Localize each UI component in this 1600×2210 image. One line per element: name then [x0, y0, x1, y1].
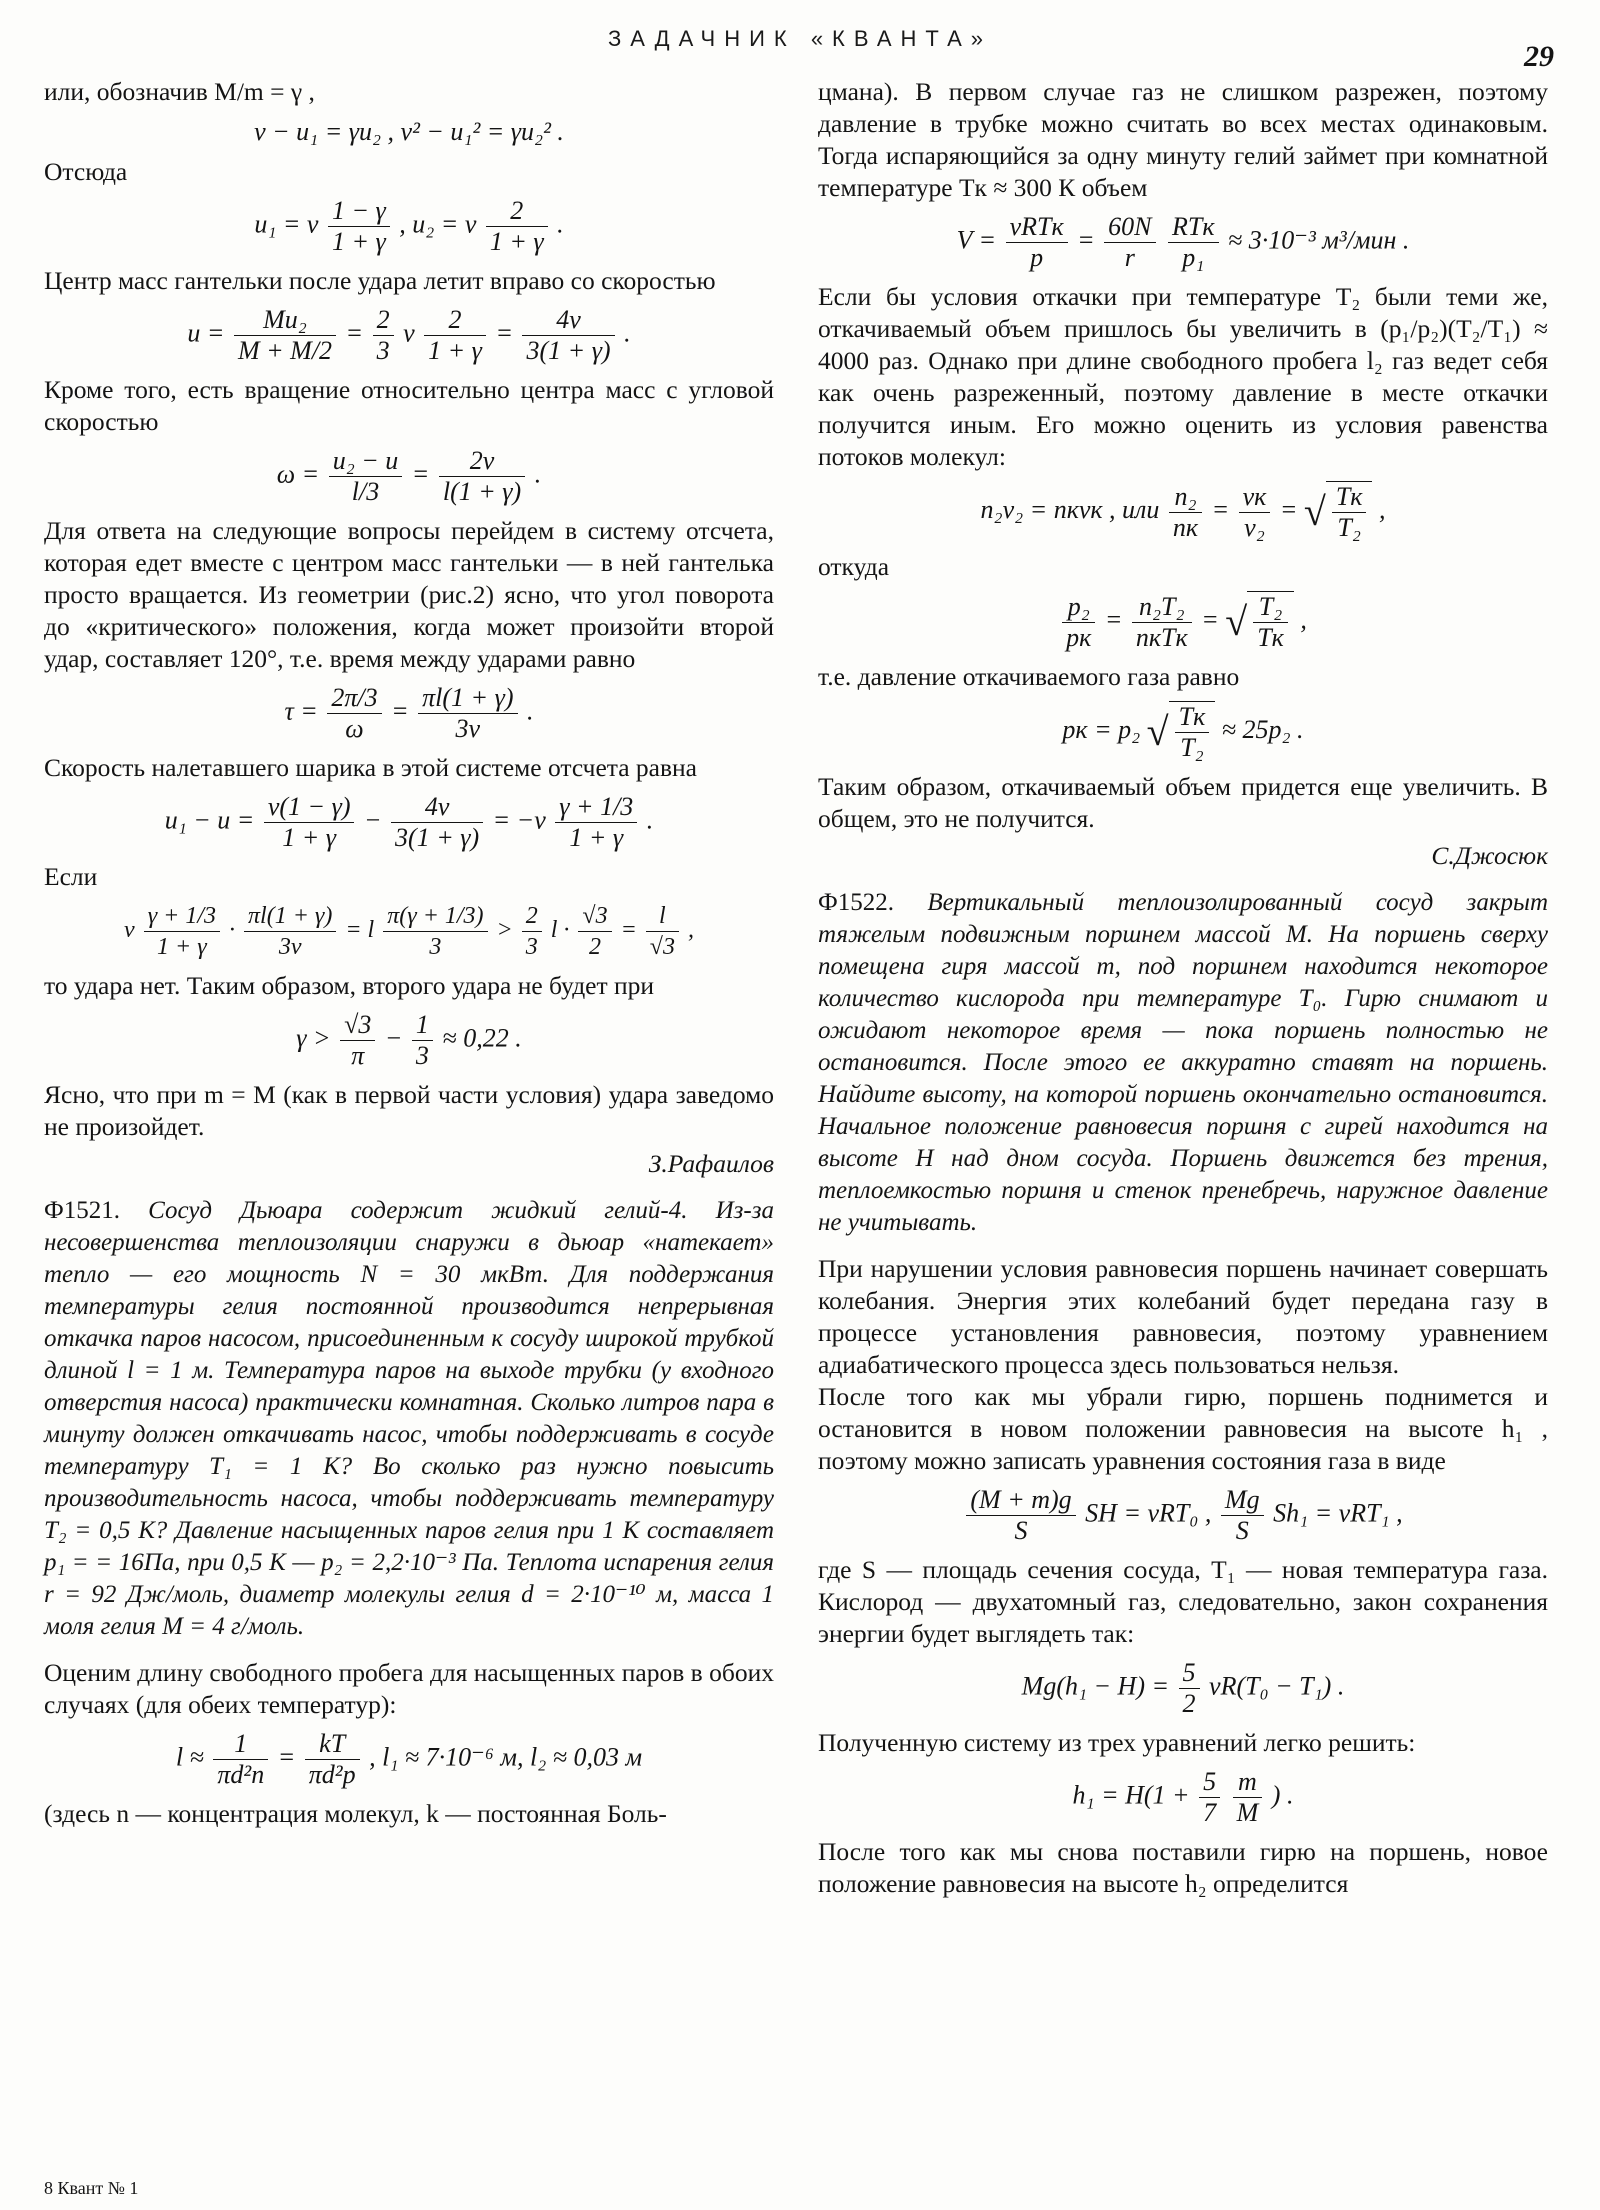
paragraph: После того как мы снова поставили гирю на поршень, новое положение равновесия на высоте h₂ определится: [818, 1837, 1548, 1898]
running-head: ЗАДАЧНИК «КВАНТА»: [607, 26, 992, 51]
equation: ω = $\frac{\text{u₂ − u}}{l/3}$ = $\frac{2v}{l(1 + \gamma)}$ .: [276, 446, 542, 506]
equation: v $\frac{\gamma + 1/3}{1 + \gamma}$ · $\frac{\pi l(1 + \gamma)}{3v}$ = l $\frac{\pi(\gamma + 1/3)}{3}$ > $\frac{2}{3}$ l · $\frac{√3}{2}$ = $\frac{l}{√3}$ ,: [124, 903, 694, 960]
equation: h₁ = H(1 + $\frac{5}{7}$ $\frac{m}{M}$ ) .: [1072, 1767, 1294, 1827]
paragraph: Таким образом, откачиваемый объем придется еще увеличить. В общем, это не получится.: [818, 772, 1548, 833]
equation: pк = p₂ √ $\frac{Tк}{\text{T₂}}$ ≈ 25p₂ .: [1062, 702, 1304, 762]
paragraph: Оценим длину свободного пробега для насыщенных паров в обоих случаях (для обеих температур):: [44, 1658, 774, 1719]
sqrt-symbol: √ $\frac{\text{T₂}}{Tк}$: [1225, 591, 1294, 653]
equation: $\frac{(M + m)g}{S}$ SH = νRT₀ , $\frac{Mg}{S}$ Sh₁ = νRT₁ ,: [818, 1485, 1548, 1546]
paragraph: где S — площадь сечения сосуда, T₁ — новая температура газа. Кислород — двухатомный газ, следовательно, закон сохранения энергии будет выглядеть так:: [818, 1555, 1548, 1648]
author-credit: З.Рафаилов: [648, 1149, 774, 1178]
sqrt-symbol: √ $\frac{Tк}{\text{T₂}}$: [1304, 481, 1373, 543]
equation: u = $\frac{\text{Mu₂}}{M + M/2}$ = $\frac{2}{3}$ v $\frac{2}{1 + \gamma}$ = $\frac{4v}{3(1 + \gamma)}$ .: [187, 305, 631, 365]
equation: u₁ = v $\frac{1 - \gamma}{1 + \gamma}$ , u₂ = v $\frac{2}{1 + \gamma}$ .: [254, 196, 564, 256]
problem-text: Вертикальный теплоизолированный сосуд закрыт тяжелым подвижным поршнем массой M. На поршень сверху помещена гиря массой m, под поршнем находится некоторое количество кислорода при температуре T₀. Гирю снимают и ожидают некоторое время — пока поршень полностью не остановится. После этого ее аккуратно ставят на поршень. Найдите высоту, на которой поршень окончательно остановится. Начальное положение равновесия поршня с гирей находится на высоте H над дном сосуда. Поршень движется без трения, теплоемкостью поршня и стенок пренебречь, наружное давление не учитывать.: [818, 889, 1548, 1236]
equation: u₁ − u = $\frac{v(1 - \gamma)}{1 + \gamma}$ − $\frac{4v}{3(1 + \gamma)}$ = −v $\frac{\gamma + 1/3}{1 + \gamma}$ .: [164, 792, 654, 852]
problem-text: Сосуд Дьюара содержит жидкий гелий-4. Из-за несовершенства теплоизоляции снаружи в дьюар «натекает» тепло — его мощность N = 30 мкВт. Для поддержания температуры гелия постоянной производится непрерывная откачка паров насосом, присоединенным к сосуду широкой трубкой длиной l = 1 м. Температура паров на выходе трубки (у входного отверстия насоса) практически комнатная. Сколько литров пара в минуту должен откачивать насос, чтобы поддерживать в сосуде температуру T₁ = 1 К? Во сколько раз нужно повысить производительность насоса, чтобы поддерживать температуру T₂ = 0,5 К? Давление насыщенных паров гелия при 1 К составляет p₁ = = 16Па, при 0,5 К — p₂ = 2,2·10⁻³ Па. Теплота испарения гелия r = 92 Дж/моль, диаметр молекулы гелия d = 2·10⁻¹⁰ м, масса 1 моля гелия M = 4 г/моль.: [44, 1197, 774, 1640]
paragraph: Центр масс гантельки после удара летит вправо со скоростью: [44, 266, 716, 295]
paragraph: Если бы условия откачки при температуре T₂ были теми же, откачиваемый объем пришлось бы увеличить в (p₁/p₂)(T₂/T₁) ≈ 4000 раз. Однако при длине свободного пробега l₂ газ ведет себя как очень разреженный, поэтому давление в месте откачки получится иным. Его можно оценить из условия равенства потоков молекул:: [818, 282, 1548, 471]
equation: γ > $\frac{√3}{\pi}$ − $\frac{1}{3}$ ≈ 0,22 .: [296, 1010, 522, 1070]
equation: V = $\frac{\text{νRTк}}{p}$ = $\frac{60N}{r}$ $\frac{\text{RTк}}{\text{p₁}}$ ≈ 3·10⁻³ м³/мин .: [956, 212, 1410, 272]
right-column: [818, 76, 1548, 1900]
author-credit: С.Джосюк: [1431, 841, 1548, 870]
paragraph: (здесь n — концентрация молекул, k — постоянная Боль-: [44, 1799, 667, 1828]
sqrt-symbol: √ $\frac{Tк}{\text{T₂}}$: [1147, 701, 1216, 763]
footer-issue-mark: 8 Квант № 1: [44, 2178, 139, 2198]
paragraph: Отсюда: [44, 157, 128, 186]
paragraph: После того как мы убрали гирю, поршень поднимется и остановится в новом положении равновесия на высоте h₁ , поэтому можно записать уравнения состояния газа в виде: [818, 1382, 1548, 1475]
problem-id: Ф1521.: [44, 1197, 121, 1224]
page-number: 29: [1524, 40, 1554, 73]
equation: $\frac{\text{p₂}}{pк}$ = $\frac{\text{n₂T₂}}{\text{nкTк}}$ = √ $\frac{\text{T₂}}{Tк}$ ,: [818, 591, 1548, 653]
equation: n₂v₂ = nкvк , или $\frac{\text{n₂}}{nк}$ = $\frac{vк}{\text{v₂}}$ = √ $\frac{Tк}{\text{T₂}}$ ,: [980, 481, 1386, 542]
paragraph: Ясно, что при m = M (как в первой части условия) удара заведомо не произойдет.: [44, 1080, 774, 1141]
paragraph: Полученную систему из трех уравнений легко решить:: [818, 1728, 1416, 1757]
paragraph: цмана). В первом случае газ не слишком разрежен, поэтому давление в трубке можно считать во всех местах одинаковым. Тогда испаряющийся за одну минуту гелий займет при комнатной температуре Tк ≈ 300 К объем: [818, 77, 1548, 202]
problem-statement: [44, 1195, 774, 1643]
problem-statement: [818, 887, 1548, 1239]
equation: τ = $\frac{2\pi/3}{\omega}$ = $\frac{\pi l(1 + \gamma)}{3v}$ .: [284, 683, 534, 743]
equation: v − u₁ = γu₂ , v² − u₁² = γu₂² .: [254, 117, 564, 146]
paragraph: т.е. давление откачиваемого газа равно: [818, 662, 1240, 691]
left-column: [44, 76, 774, 1830]
paragraph: При нарушении условия равновесия поршень начинает совершать колебания. Энергия этих колебаний будет передана газу в процессе установления равновесия, поэтому уравнением адиабатического процесса здесь пользоваться нельзя.: [818, 1254, 1548, 1379]
paragraph: или, обозначив M/m = γ ,: [44, 77, 315, 106]
equation: l ≈ $\frac{1}{\text{πd²n}}$ = $\frac{kT}{\text{πd²p}}$ , l₁ ≈ 7·10⁻⁶ м, l₂ ≈ 0,03 м: [175, 1729, 643, 1789]
paragraph: Для ответа на следующие вопросы перейдем в систему отсчета, которая едет вместе с центром масс гантельки — в ней гантелька просто вращается. Из геометрии (рис.2) ясно, что угол поворота до «критического» положения, когда может произойти второй удар, составляет 120°, т.е. время между ударами равно: [44, 516, 774, 673]
paragraph: Скорость налетавшего шарика в этой системе отсчета равна: [44, 753, 698, 782]
problem-id: Ф1522.: [818, 889, 895, 916]
equation: Mg(h₁ − H) = $\frac{5}{2}$ νR(T₀ − T₁) .: [1021, 1658, 1345, 1718]
paragraph: Кроме того, есть вращение относительно центра масс с угловой скоростью: [44, 375, 774, 436]
paragraph: Если: [44, 862, 98, 891]
paragraph: то удара нет. Таким образом, второго удара не будет при: [44, 971, 655, 1000]
paragraph: откуда: [818, 552, 890, 581]
